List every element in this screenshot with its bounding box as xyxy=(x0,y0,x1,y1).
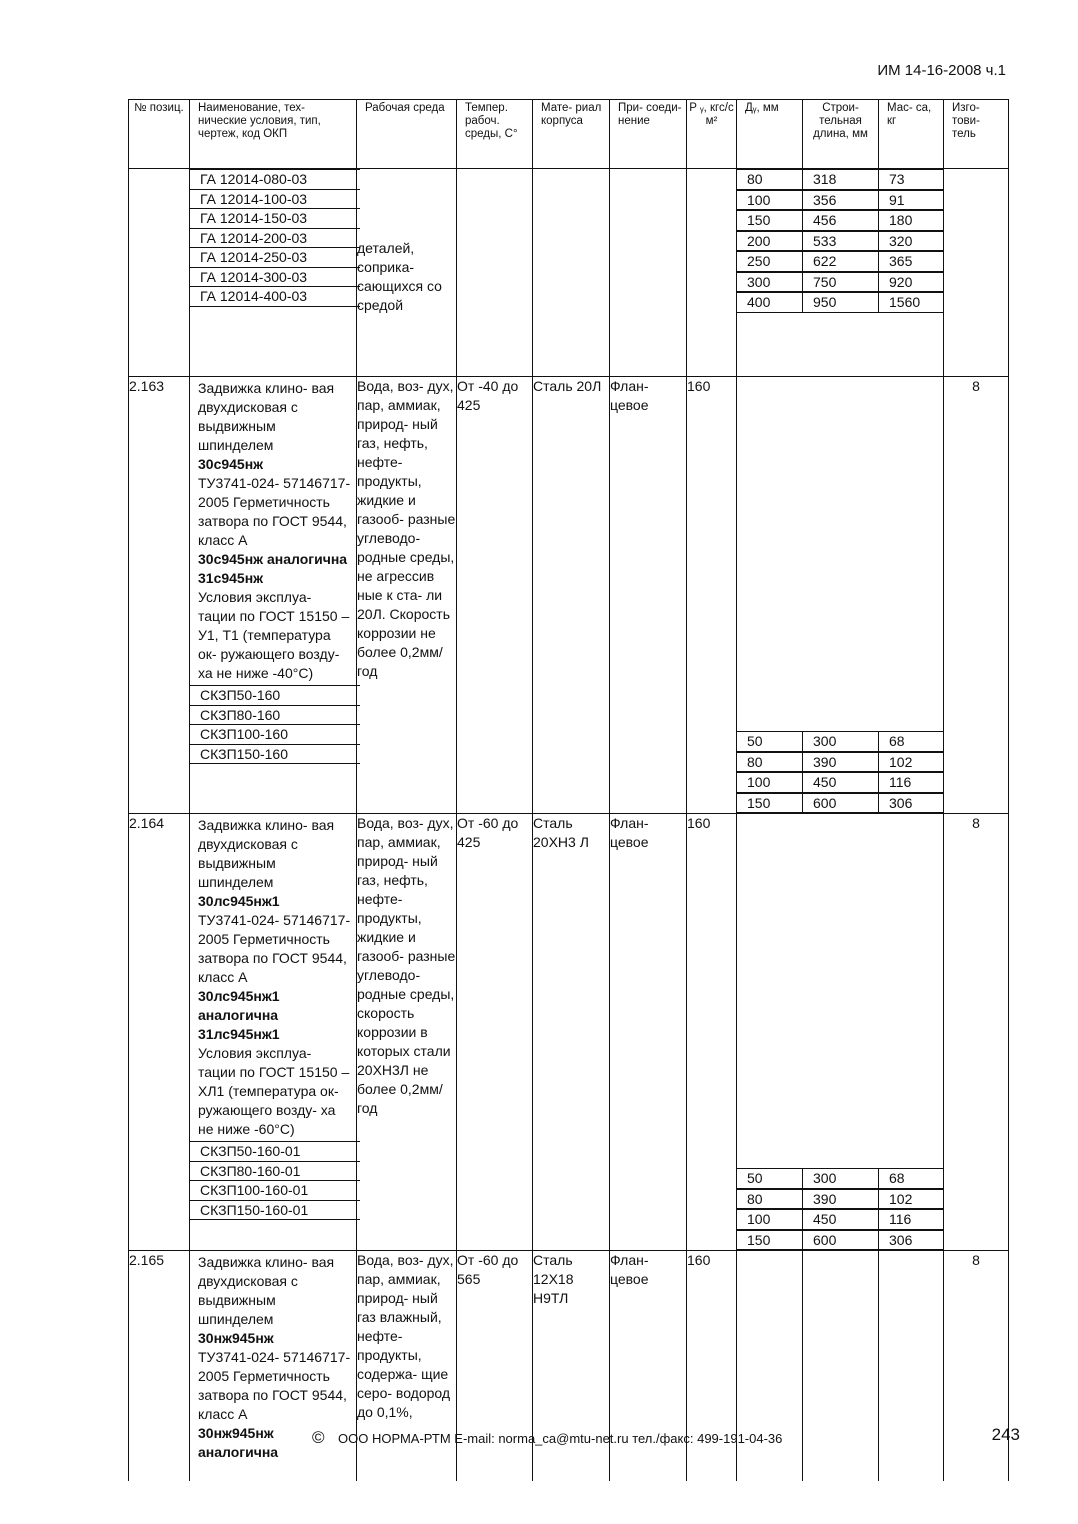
medium-cell: Вода, воз- дух, пар, аммиак, природ- ный газ, нефть, нефте- продукты, жидкие и газооб- разные углеводо- родные среды, скорость коррозии в которых стали 20ХН3Л не более 0,2мм/год xyxy=(357,814,457,1251)
header-material: Мате- риал корпуса xyxy=(533,100,610,169)
connection-cell: Флан- цевое xyxy=(610,814,687,1251)
mass-value: 920 xyxy=(879,272,944,293)
code-item: ГА 12014-200-03 xyxy=(190,229,360,249)
connection-cell: Флан- цевое xyxy=(610,1251,687,1481)
code-item: ГА 12014-300-03 xyxy=(190,268,360,288)
code-item: СКЗП50-160 xyxy=(190,685,360,706)
dn-value: 50 xyxy=(737,1168,803,1189)
code-item: СКЗП150-160 xyxy=(190,745,360,765)
length-value: 390 xyxy=(803,1189,879,1210)
dn-value: 150 xyxy=(737,793,803,814)
length-value: 300 xyxy=(803,1168,879,1189)
mass-value: 91 xyxy=(879,190,944,211)
footer-contact: ООО НОРМА-РТМ E-mail: norma_ca@mtu-net.ru тел./факс: 499-191-04-36 xyxy=(338,1431,783,1446)
mass-value: 306 xyxy=(879,1230,944,1251)
material-cell: Сталь 20ХН3 Л xyxy=(533,814,610,1251)
length-value: 750 xyxy=(803,272,879,293)
length-value: 318 xyxy=(803,169,879,190)
dn-value: 400 xyxy=(737,292,803,313)
header-mass: Мас- са, кг xyxy=(879,100,944,169)
mass-value: 102 xyxy=(879,1189,944,1210)
model-analog: 30лс945нж1 аналогична 31лс945нж1 xyxy=(198,988,280,1042)
model-code: 30с945нж xyxy=(198,456,264,472)
mass-value: 116 xyxy=(879,1209,944,1230)
dn-value: 80 xyxy=(737,1189,803,1210)
table-row xyxy=(129,377,1009,814)
model-analog: 30нж945нж аналогична xyxy=(198,1425,279,1460)
length-value: 450 xyxy=(803,1209,879,1230)
temp-cell: От -60 до 425 xyxy=(457,814,533,1251)
size-rows xyxy=(737,731,943,813)
position-number: 2.163 xyxy=(129,377,190,814)
code-item: СКЗП100-160-01 xyxy=(190,1181,360,1201)
temp-cell: От -60 до 565 xyxy=(457,1251,533,1481)
code-list xyxy=(190,685,356,764)
header-connection: При- соеди- нение xyxy=(610,100,687,169)
size-rows xyxy=(737,169,943,313)
header-pos: № позиц. xyxy=(129,100,190,169)
medium-cell: деталей, соприка- сающихся со средой xyxy=(357,169,457,377)
code-item: СКЗП80-160-01 xyxy=(190,1162,360,1182)
document-id: ИМ 14-16-2008 ч.1 xyxy=(877,62,1006,79)
code-item: ГА 12014-400-03 xyxy=(190,287,360,307)
copyright-icon: © xyxy=(312,1428,325,1447)
connection-cell: Флан- цевое xyxy=(610,377,687,814)
length-value: 622 xyxy=(803,251,879,272)
header-maker: Изго- тови- тель xyxy=(944,100,1009,169)
medium-cell: Вода, воз- дух, пар, аммиак, природ- ный газ влажный, нефте- продукты, содержа- щие серо- водород до 0,1%, xyxy=(357,1251,457,1481)
maker-cell: 8 xyxy=(944,814,1009,1251)
dn-value: 300 xyxy=(737,272,803,293)
code-item: ГА 12014-250-03 xyxy=(190,248,360,268)
length-value: 950 xyxy=(803,292,879,313)
mass-value: 68 xyxy=(879,1168,944,1189)
position-number: 2.164 xyxy=(129,814,190,1251)
dn-value: 100 xyxy=(737,1209,803,1230)
mass-value: 1560 xyxy=(879,292,944,313)
dn-value: 80 xyxy=(737,752,803,773)
header-length: Строи- тельная длина, мм xyxy=(803,100,879,169)
dn-value: 150 xyxy=(737,1230,803,1251)
medium-cell: Вода, воз- дух, пар, аммиак, природ- ный газ, нефть, нефте- продукты, жидкие и газооб- разные углеводо- родные среды, не агрессив ные к ста- ли 20Л. Скорость коррозии не более 0,2мм/год xyxy=(357,377,457,814)
length-value: 390 xyxy=(803,752,879,773)
code-list xyxy=(190,1141,356,1220)
page-footer xyxy=(0,1425,1078,1452)
valve-table xyxy=(128,99,1009,1481)
dn-value: 80 xyxy=(737,169,803,190)
maker-cell: 8 xyxy=(944,377,1009,814)
header-pressure: P ᵧ, кгс/с м² xyxy=(687,100,737,169)
dn-value: 150 xyxy=(737,210,803,231)
dn-value: 250 xyxy=(737,251,803,272)
model-analog: 30с945нж аналогична 31с945нж xyxy=(198,551,348,586)
length-value: 450 xyxy=(803,772,879,793)
length-value: 300 xyxy=(803,731,879,752)
maker-cell: 8 xyxy=(944,1251,1009,1481)
code-item: ГА 12014-080-03 xyxy=(190,169,360,190)
length-value: 533 xyxy=(803,231,879,252)
mass-value: 320 xyxy=(879,231,944,252)
pressure-cell: 160 xyxy=(687,1251,737,1481)
code-item: СКЗП100-160 xyxy=(190,725,360,745)
pressure-cell: 160 xyxy=(687,814,737,1251)
dn-value: 100 xyxy=(737,190,803,211)
code-item: ГА 12014-150-03 xyxy=(190,209,360,229)
item-description: Задвижка клино- вая двухдисковая с выдвижным шпинделем 30с945нж ТУ3741-024- 57146717-2005 Герметичность затвора по ГОСТ 9544, класс А 30с945нж аналогична 31с945нж Условия эксплуа- тации по ГОСТ 15150 – У1, Т1 (температура ок- ружающего возду- ха не ниже -40°С) xyxy=(198,380,351,681)
header-medium: Рабочая среда xyxy=(357,100,457,169)
header-name: Наименование, тех- нические условия, тип, чертеж, код ОКП xyxy=(190,100,357,169)
dn-value: 200 xyxy=(737,231,803,252)
model-code: 30нж945нж xyxy=(198,1330,274,1346)
dn-value: 100 xyxy=(737,772,803,793)
code-item: ГА 12014-100-03 xyxy=(190,190,360,210)
pressure-cell: 160 xyxy=(687,377,737,814)
mass-value: 365 xyxy=(879,251,944,272)
item-description: Задвижка клино- вая двухдисковая с выдвижным шпинделем 30нж945нж ТУ3741-024- 57146717-2005 Герметичность затвора по ГОСТ 9544, класс А 30нж945нж аналогична xyxy=(198,1254,351,1460)
mass-value: 306 xyxy=(879,793,944,814)
mass-value: 116 xyxy=(879,772,944,793)
code-item: СКЗП80-160 xyxy=(190,706,360,726)
length-value: 456 xyxy=(803,210,879,231)
length-value: 600 xyxy=(803,793,879,814)
material-cell: Сталь 12Х18 Н9ТЛ xyxy=(533,1251,610,1481)
code-item: СКЗП50-160-01 xyxy=(190,1141,360,1162)
material-cell: Сталь 20Л xyxy=(533,377,610,814)
mass-value: 102 xyxy=(879,752,944,773)
table-row xyxy=(129,169,1009,377)
dn-value: 50 xyxy=(737,731,803,752)
code-list xyxy=(190,169,357,377)
model-code: 30лс945нж1 xyxy=(198,893,280,909)
code-item: СКЗП150-160-01 xyxy=(190,1201,360,1221)
mass-value: 68 xyxy=(879,731,944,752)
mass-value: 73 xyxy=(879,169,944,190)
table-row xyxy=(129,814,1009,1251)
table-header xyxy=(129,100,1009,169)
length-value: 356 xyxy=(803,190,879,211)
position-number: 2.165 xyxy=(129,1251,190,1481)
header-temp: Темпер. рабоч. среды, С° xyxy=(457,100,533,169)
page-number: 243 xyxy=(991,1425,1020,1444)
length-value: 600 xyxy=(803,1230,879,1251)
item-description: Задвижка клино- вая двухдисковая с выдвижным шпинделем 30лс945нж1 ТУ3741-024- 57146717-2005 Герметичность затвора по ГОСТ 9544, класс А 30лс945нж1 аналогична 31лс945нж1 Условия эксплуа- тации по ГОСТ 15150 – ХЛ1 (температура ок- ружающего возду- ха не ниже -60°С) xyxy=(198,817,351,1137)
header-dn: Дᵧ, мм xyxy=(737,100,803,169)
mass-value: 180 xyxy=(879,210,944,231)
temp-cell: От -40 до 425 xyxy=(457,377,533,814)
size-rows xyxy=(737,1168,943,1250)
